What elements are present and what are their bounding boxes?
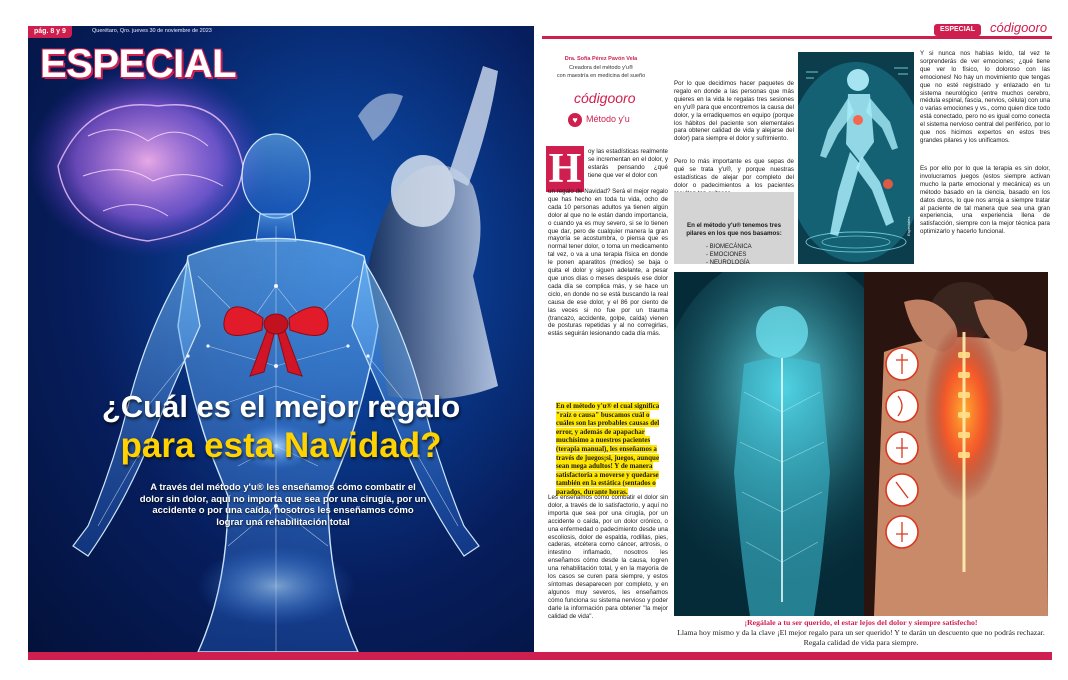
author-role: Creadora del método y'u® xyxy=(568,65,634,71)
bottom-bar xyxy=(28,652,534,660)
cta-headline: ¡Regálale a tu ser querido, el estar lejos del dolor y siempre satisfecho! xyxy=(744,618,978,627)
heart-icon: ♥ xyxy=(568,113,582,127)
article-paragraph: Es por ello por lo que la terapia es sin dolor, involucramos juegos (estos siempre activan mucho la parte emocional y mecánica) es un método basado en la ciencia, basado en los datos duros, lo que nos arroja a siempre tratar al paciente de tal manera que sea una gran experiencia, una experiencia llena de satisfacción, siempre con la mejor técnica para optimizarlo y hacerlo funcional. xyxy=(920,165,1050,236)
pillar-item: - EMOCIONES xyxy=(706,252,747,258)
pillar-item: - BIOMECÁNICA xyxy=(706,244,752,250)
author-name: Dra. Sofía Pérez Pavón Vela xyxy=(564,56,638,62)
runner-photo xyxy=(798,52,914,264)
brain-shape xyxy=(28,66,268,256)
codigooro-logo: códigooro xyxy=(574,90,636,106)
issue-date: Querétaro, Qro. jueves 30 de noviembre de 2023 xyxy=(92,28,212,34)
section-title: ESPECIAL xyxy=(40,42,237,86)
spine-photo xyxy=(674,272,1048,616)
article-paragraph: Les enseñamos cómo combatir el dolor sin dolor, a través de lo satisfactorio, y aquí no importa que sea por una cirugía, por un accidente o caída, por un dolor crónico, o una enfermedad o padecimiento desde una escoliosis, dolor de espalda, rodillas, pies, caderas, etcétera como cáncer, artrosis, o intestino inflamado, nosotros les enseñamos cómo desde la causa, logren una rehabilitación total, y en la mayoría de los casos se curen para siempre, y estos síntomas desaparecen por completo, y en algunos muy severos, les enseñamos cómo funciona su sistema nervioso y poder darle la información para obtener "la mejor calidad de vida". xyxy=(548,494,668,620)
page-tab: pág. 8 y 9 xyxy=(28,26,72,38)
cover-image xyxy=(28,26,534,652)
article-paragraph: Por lo que decidimos hacer paquetes de regalo en donde a las personas que más quieres en la vida le regalas tres sesiones en y'u® para que encontremos la causa del dolor, y la erradiquemos en equipo (porque los hábitos del paciente son elementales para obtener calidad de vida y alejarse del dolor) para siempre el dolor y sufrimiento. xyxy=(674,80,794,143)
author-degree: con maestría en medicina del sueño xyxy=(556,73,646,79)
article-paragraph: un regalo de Navidad? Será el mejor regalo que has hecho en toda tu vida, ocho de cada 10 personas adultos ya tienen algún dolor al que no le están dando importancia, o cuando ya es muy severo, si se lo tienen que dar, pero de cualquier manera la gran mayoría se acostumbra, o piensa que es normal tener dolor, o toma un medicamento tal vez, o va a una terapia física en donde le ponen aparatitos (medios) se baja o quita el dolor y siguen adelante, a pesar que unos días o meses después ese dolor cada día se complica más, y se hace un ciclo, en donde no se está buscando la real causa de ese dolor, y el 86 por ciento de las veces si no fue por un trauma (trancazo, accidente, golpe, caída) vienen de posturas repetidas y al no corregirlas, estás seguirán lesionando cada día más. xyxy=(548,188,668,338)
headline-line1: ¿Cuál es el mejor regalo xyxy=(101,389,461,424)
pillar-item: - NEUROLOGÍA xyxy=(706,260,750,266)
section-label: ESPECIAL xyxy=(934,24,981,36)
article-intro: oy las estadísticas realmente se incrementan en el dolor, y estarás pensando ¿qué tiene que ver el dolor con xyxy=(588,148,668,179)
right-page xyxy=(534,0,1068,680)
article-paragraph: Pero lo más importante es que sepas de qué se trata y'u®, y porque nuestras estadísticas de alejar por completo del dolor o padecimientos a los pacientes xyxy=(674,158,794,189)
drop-cap: H xyxy=(546,146,584,192)
photo-credit: Especiales xyxy=(906,216,911,236)
highlight-text: En el método y'u® el cual significa "raíz o causa" buscamos cuál o cuáles son las probables causas del error, y además de apapachar muchísimo a nuestros pacientes (terapia manual), les enseñamos a través de juegos¡si, juegos, aunque sean mega adultos! Y de manera satisfactoria a moverse y quedarse también en la estática (sentados o parados, durante horas. xyxy=(556,402,660,496)
highlight-quote xyxy=(556,402,664,497)
bottom-bar xyxy=(534,652,1052,660)
headline-line2: para esta Navidad? xyxy=(120,426,442,465)
header-rule xyxy=(542,36,1052,39)
pillars-title: En el método y'u® tenemos tres pilares en los que nos basamos: xyxy=(686,222,782,237)
header-logo: códigooro xyxy=(990,20,1048,35)
cta-text: Llama hoy mismo y da la clave ¡El mejor regalo para un ser querido! Y te darán un descuento que no podrás rechazar. Regala calidad de vida para siempre. xyxy=(677,628,1045,647)
metodo-logo: Método y'u xyxy=(586,114,630,124)
cover-illustration xyxy=(28,26,534,652)
article-paragraph: Y si nunca nos habías leído, tal vez te sorprenderás de ver emociones; ¿qué tiene que ver lo físico, lo doloroso con las emociones! No hay un movimiento que tengas que no esté registrado y enlazado en tu sistema neurológico (entre muchos cerebro, médula espinal, fascia, nervios, célula) con una o varias emociones y vs., como quien dice todo está conectado, pero no es igual como conecta el sistema nervioso central del periférico, por lo que nos hicimos expertos en estos tres grandes pilares y los unificamos. xyxy=(920,50,1051,144)
subheadline: A través del método y'u® les enseñamos cómo combatir el dolor sin dolor, aquí no importa que sea por una cirugía, por un accidente o por una caída, nosotros les enseñamos cómo lograr una rehabilitación total xyxy=(139,482,427,528)
